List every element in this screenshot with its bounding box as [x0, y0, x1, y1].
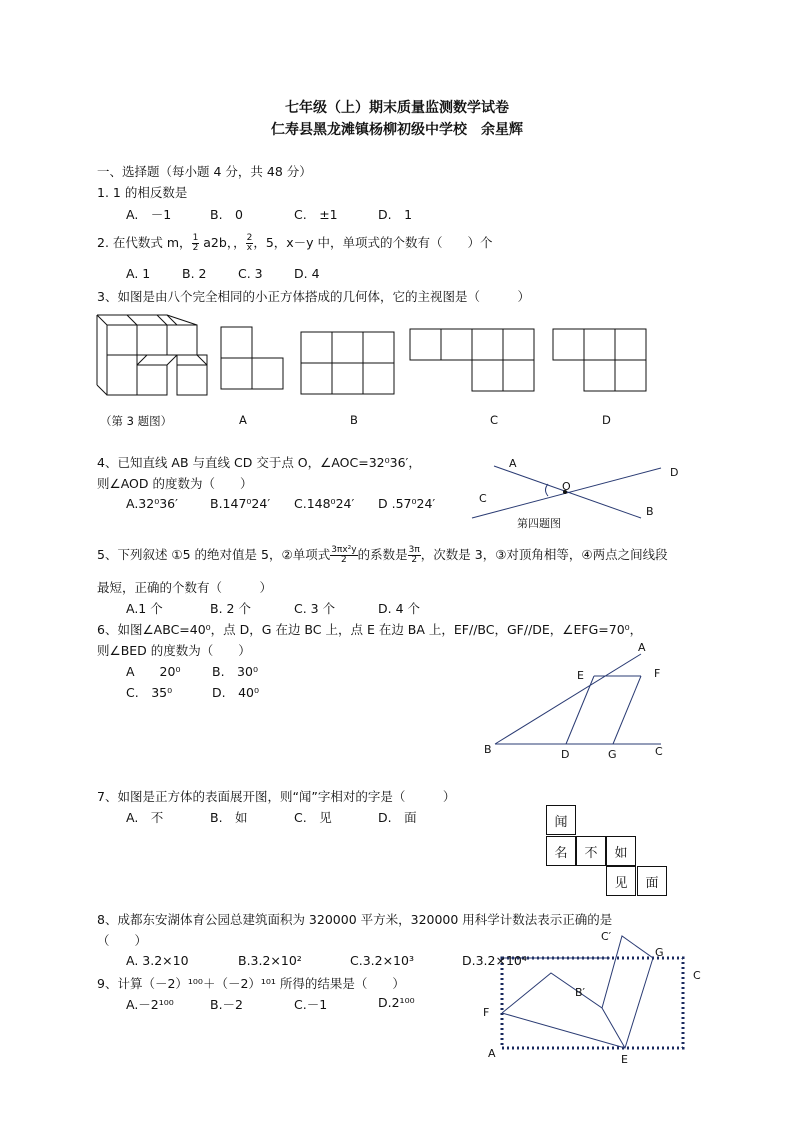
- q3-caption: （第 3 题图）: [100, 414, 173, 428]
- q9-option-b: B.－2: [210, 997, 244, 1012]
- q2-option-d: D. 4: [294, 266, 320, 281]
- q3-solid-figure: [97, 315, 207, 395]
- q6-option-b: B. 30⁰: [212, 664, 258, 679]
- q7-stem: 7、如图是正方体的表面展开图，则“闻”字相对的字是（ ）: [97, 789, 456, 804]
- fig9-label-g: G: [655, 946, 664, 959]
- q5-option-d: D. 4 个: [378, 601, 420, 616]
- q8-line2: （ ）: [97, 933, 148, 948]
- q4-label-o: O: [562, 480, 571, 493]
- q2-stem-c: ，5，x－y 中，单项式的个数有（ ）个: [253, 235, 493, 250]
- q1-option-c: C. ±1: [294, 207, 338, 222]
- q5-line2: 最短，正确的个数有（ ）: [97, 580, 273, 595]
- q4-label-b: B: [646, 505, 654, 518]
- q6-label-d: D: [561, 748, 570, 761]
- q6-option-c: C. 35⁰: [126, 685, 173, 700]
- q5-frac1-den: 2: [341, 555, 347, 565]
- q8-option-d: D.3.2×10⁴: [462, 953, 527, 968]
- q5-stem-a: 5、下列叙述 ①5 的绝对值是 5，②单项式: [97, 547, 331, 562]
- q4-option-b: B.147⁰24′: [210, 496, 271, 511]
- q3-label-a: A: [239, 413, 247, 427]
- q1-option-a: A. －1: [126, 207, 172, 222]
- q6-label-b: B: [484, 743, 492, 756]
- q7-option-b: B. 如: [210, 810, 248, 825]
- q4-label-c: C: [479, 492, 487, 505]
- q3-option-a-figure: [221, 327, 283, 389]
- net-cell-4: 如: [606, 836, 636, 866]
- line-gf: [613, 676, 641, 744]
- q5-option-c: C. 3 个: [294, 601, 336, 616]
- q5-stem-b: 的系数是: [357, 547, 408, 562]
- q6-option-d: D. 40⁰: [212, 685, 260, 700]
- angle-arc: [546, 484, 549, 496]
- q8-option-b: B.3.2×10²: [238, 953, 302, 968]
- q5-stem: [97, 543, 668, 567]
- fig9-label-e: E: [621, 1053, 628, 1066]
- q4-option-a: A.32⁰36′: [126, 496, 178, 511]
- q3-label-c: C: [490, 413, 499, 427]
- q4-label-d: D: [670, 466, 679, 479]
- q6-label-g: G: [608, 748, 617, 761]
- q6-figure: [495, 654, 661, 744]
- q5-frac2-num: 3π: [408, 545, 420, 555]
- q6-option-a: A 20⁰: [126, 664, 181, 679]
- net-cell-5: 见: [606, 866, 636, 896]
- net-cell-6: 面: [637, 866, 667, 896]
- q5-fraction-1: [330, 546, 357, 565]
- fig9-label-a: A: [488, 1047, 496, 1060]
- q1-option-d: D. 1: [378, 207, 413, 222]
- q8-option-c: C.3.2×10³: [350, 953, 414, 968]
- q2-option-c: C. 3: [238, 266, 263, 281]
- q2-frac2-num: 2: [246, 233, 253, 243]
- fig9-label-c: C: [693, 969, 701, 982]
- q5-frac2-den: 2: [411, 555, 418, 565]
- line-de: [566, 676, 594, 744]
- q3-label-b: B: [350, 413, 358, 427]
- q4-label-a: A: [509, 457, 517, 470]
- folded-edge: [502, 973, 625, 1048]
- q6-line1: 6、如图∠ABC=40⁰，点 D，G 在边 BC 上，点 E 在边 BA 上，EF//BC，GF//DE，∠EFG=70⁰，: [97, 622, 643, 637]
- net-cell-1: 闻: [546, 805, 576, 835]
- section-heading: 一、选择题（每小题 4 分，共 48 分）: [97, 164, 312, 179]
- q9-stem: 9、计算（－2）¹⁰⁰＋（－2）¹⁰¹ 所得的结果是（ ）: [97, 976, 405, 991]
- q3-option-c-figure: [410, 329, 534, 391]
- q6-label-f: F: [654, 667, 661, 680]
- q4-line2: 则∠AOD 的度数为（ ）: [97, 476, 253, 491]
- q9-option-c: C.－1: [294, 997, 328, 1012]
- q3-label-d: D: [602, 413, 611, 427]
- q2-option-a: A. 1: [126, 266, 151, 281]
- q2-stem-b: a2b，: [199, 235, 234, 250]
- q7-option-a: A. 不: [126, 810, 164, 825]
- q5-option-b: B. 2 个: [210, 601, 251, 616]
- q1-stem: 1. 1 的相反数是: [97, 185, 188, 200]
- q6-label-a: A: [638, 641, 646, 654]
- q7-option-c: C. 见: [294, 810, 332, 825]
- q2-option-b: B. 2: [182, 266, 207, 281]
- dotted-rectangle: [502, 958, 683, 1048]
- line-ba: [495, 654, 641, 744]
- q4-option-d: D .57⁰24′: [378, 496, 436, 511]
- q3-option-d-figure: [553, 329, 646, 391]
- net-cell-3: 不: [576, 836, 606, 866]
- q2-stem-a: 2. 在代数式 m，: [97, 235, 192, 250]
- page-title: 七年级（上）期末质量监测数学试卷: [285, 100, 509, 116]
- q5-fraction-2: [408, 546, 421, 565]
- page-subtitle: 仁寿县黑龙滩镇杨柳初级中学校 余星辉: [271, 122, 523, 138]
- q3-option-b-figure: [301, 332, 394, 394]
- q9-option-d: D.2¹⁰⁰: [378, 995, 415, 1010]
- q8-line1: 8、成都东安湖体育公园总建筑面积为 320000 平方米，320000 用科学计数法表示正确的是: [97, 912, 613, 927]
- q2-frac2-den: x: [246, 243, 253, 253]
- net-cell-2: 名: [546, 836, 576, 866]
- q6-label-e: E: [577, 669, 584, 682]
- q9-option-a: A.－2¹⁰⁰: [126, 997, 174, 1012]
- q4-option-c: C.148⁰24′: [294, 496, 355, 511]
- q2-frac1-num: 1: [192, 233, 199, 243]
- q3-stem: 3、如图是由八个完全相同的小正方体搭成的几何体，它的主视图是（ ）: [97, 289, 530, 304]
- q6-label-c: C: [655, 745, 663, 758]
- fig9-label-c-prime: C′: [601, 930, 612, 943]
- q5-stem-c: ，次数是 3，③对顶角相等，④两点之间线段: [420, 547, 668, 562]
- q8-option-a: A. 3.2×10: [126, 953, 189, 968]
- q4-caption: 第四题图: [517, 517, 561, 530]
- q2-frac1-den: 2: [192, 243, 199, 253]
- q7-option-d: D. 面: [378, 810, 417, 825]
- q5-option-a: A.1 个: [126, 601, 163, 616]
- q6-line2: 则∠BED 的度数为（ ）: [97, 643, 251, 658]
- fig9-label-f: F: [483, 1006, 490, 1019]
- q4-line1: 4、已知直线 AB 与直线 CD 交于点 O，∠AOC=32⁰36′，: [97, 455, 421, 470]
- q2-stem: 2. 在代数式 m， $\frac{1}{2}$ a2b，， $\frac{2}{x}$ ，5，x－y 中，单项式的个数有（ ）个: [97, 233, 493, 253]
- fig9-label-b-prime: B′: [575, 986, 586, 999]
- q1-option-b: B. 0: [210, 207, 244, 222]
- q5-frac1-num: 3πx²y: [331, 545, 357, 555]
